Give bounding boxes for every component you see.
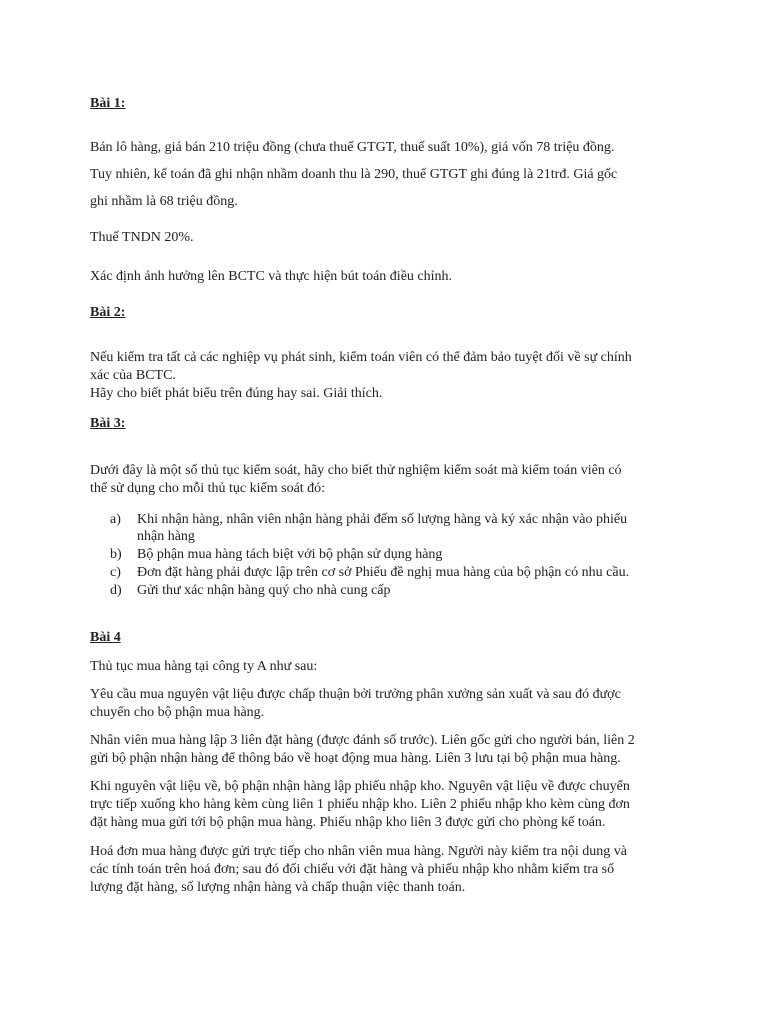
bai3-intro-line-2: thể sử dụng cho mỗi thủ tục kiểm soát đó: xyxy=(90,481,326,496)
bai3-item-d-line-1: Gửi thư xác nhận hàng quý cho nhà cung cấp xyxy=(137,583,391,598)
bai3-item-a-line-1: Khi nhận hàng, nhân viên nhận hàng phải đếm số lượng hàng và ký xác nhận vào phiếu xyxy=(137,512,628,527)
bai1-line-1: Bán lô hàng, giá bán 210 triệu đồng (chưa thuế GTGT, thuế suất 10%), giá vốn 78 triệu đồng. xyxy=(90,140,615,155)
bai4-line-9: Hoá đơn mua hàng được gửi trực tiếp cho nhân viên mua hàng. Người này kiểm tra nội dung và xyxy=(90,844,627,859)
bai3-item-a-line-2: nhận hàng xyxy=(137,529,195,544)
bai4-line-1: Thủ tục mua hàng tại công ty A như sau: xyxy=(90,659,318,674)
bai1-heading: Bài 1: xyxy=(90,96,126,111)
bai4-line-5: gửi bộ phận nhận hàng để thông báo về hoạt động mua hàng. Liên 3 lưu tại bộ phận mua hàng. xyxy=(90,751,621,766)
bai4-line-8: đặt hàng mua gửi tới bộ phận mua hàng. Phiếu nhập kho liên 3 được gửi cho phòng kế toán. xyxy=(90,815,606,830)
bai3-intro-line-1: Dưới đây là một số thủ tục kiểm soát, hãy cho biết thử nghiệm kiểm soát mà kiểm toán viên có xyxy=(90,463,622,478)
bai2-line-3: Hãy cho biết phát biểu trên đúng hay sai. Giải thích. xyxy=(90,386,383,401)
bai4-line-11: lượng đặt hàng, số lượng nhận hàng và chấp thuận việc thanh toán. xyxy=(90,880,466,895)
bai3-item-d-marker: d) xyxy=(110,583,122,598)
bai3-heading: Bài 3: xyxy=(90,416,126,431)
bai4-line-3: chuyển cho bộ phận mua hàng. xyxy=(90,705,265,720)
bai1-line-5: Xác định ảnh hưởng lên BCTC và thực hiện bút toán điều chỉnh. xyxy=(90,269,453,284)
bai3-item-a-marker: a) xyxy=(110,512,121,527)
bai1-line-4: Thuế TNDN 20%. xyxy=(90,230,194,245)
bai4-line-4: Nhân viên mua hàng lập 3 liên đặt hàng (được đánh số trước). Liên gốc gửi cho người bán, liên 2 xyxy=(90,733,635,748)
bai4-line-6: Khi nguyên vật liệu về, bộ phận nhận hàng lập phiếu nhập kho. Nguyên vật liệu về được chuyển xyxy=(90,779,630,794)
bai3-item-b-line-1: Bộ phận mua hàng tách biệt với bộ phận sử dụng hàng xyxy=(137,547,443,562)
bai4-line-2: Yêu cầu mua nguyên vật liệu được chấp thuận bởi trưởng phân xưởng sản xuất và sau đó được xyxy=(90,687,621,702)
bai1-line-2: Tuy nhiên, kế toán đã ghi nhận nhầm doanh thu là 290, thuế GTGT ghi đúng là 21trđ. Giá gốc xyxy=(90,167,618,182)
bai3-item-b-marker: b) xyxy=(110,547,122,562)
bai4-line-10: các tính toán trên hoá đơn; sau đó đối chiếu với đặt hàng và phiếu nhập kho nhằm kiểm tra số xyxy=(90,862,615,877)
bai2-heading: Bài 2: xyxy=(90,305,126,320)
bai4-line-7: trực tiếp xuống kho hàng kèm cùng liên 1 phiếu nhập kho. Liên 2 phiếu nhập kho kèm cùng đơn xyxy=(90,797,630,812)
bai4-heading: Bài 4 xyxy=(90,630,121,645)
bai2-line-2: xác của BCTC. xyxy=(90,368,176,383)
bai1-line-3: ghi nhầm là 68 triệu đồng. xyxy=(90,194,238,209)
bai3-item-c-marker: c) xyxy=(110,565,121,580)
bai2-line-1: Nếu kiểm tra tất cả các nghiệp vụ phát sinh, kiểm toán viên có thể đảm bảo tuyệt đối về sự chính xyxy=(90,350,632,365)
bai3-item-c-line-1: Đơn đặt hàng phải được lập trên cơ sở Phiếu đề nghị mua hàng của bộ phận có nhu cầu. xyxy=(137,565,630,580)
